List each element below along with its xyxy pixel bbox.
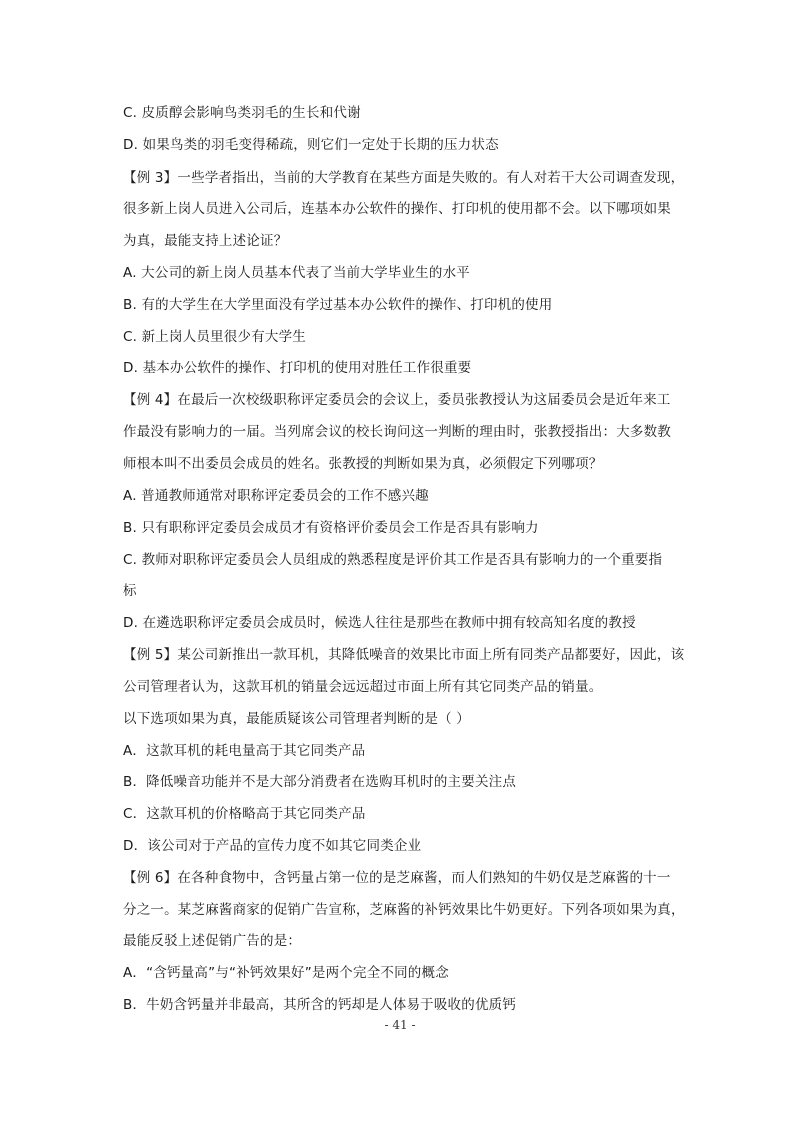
example-6-stem-line2: 分之一。某芝麻酱商家的促销广告宣称，芝麻酱的补钙效果比牛奶更好。下列各项如果为真，: [123, 902, 685, 918]
example-6-option-a: A．“含钙量高”与“补钙效果好”是两个完全不同的概念: [123, 965, 449, 981]
example-3-option-a: A. 大公司的新上岗人员基本代表了当前大学毕业生的水平: [123, 265, 470, 281]
example-4-option-c-line1: C. 教师对职称评定委员会人员组成的熟悉程度是评价其工作是否具有影响力的一个重要指: [123, 552, 663, 568]
example-5-option-b: B．降低噪音功能并不是大部分消费者在选购耳机时的主要关注点: [123, 774, 517, 790]
example-4-option-d: D. 在遴选职称评定委员会成员时，候选人往往是那些在教师中拥有较高知名度的教授: [123, 615, 636, 631]
example-4-stem-line3: 师根本叫不出委员会成员的姓名。张教授的判断如果为真，必须假定下列哪项？: [123, 456, 603, 472]
example-5-stem-line2: 公司管理者认为，这款耳机的销量会远远超过市面上所有其它同类产品的销量。: [123, 679, 603, 695]
example-3-option-c: C. 新上岗人员里很少有大学生: [123, 329, 307, 345]
example-4-stem-line1: 【例 4】在最后一次校级职称评定委员会的会议上，委员张教授认为这届委员会是近年来工: [123, 392, 671, 408]
example-6-stem-line3: 最能反驳上述促销广告的是：: [123, 933, 302, 949]
example-5-question: 以下选项如果为真，最能质疑该公司管理者判断的是（ ）: [123, 711, 470, 727]
example-3-option-d: D. 基本办公软件的操作、打印机的使用对胜任工作很重要: [123, 360, 472, 376]
example-4-option-b: B. 只有职称评定委员会成员才有资格评价委员会工作是否具有影响力: [123, 520, 539, 536]
example-4-option-a: A. 普通教师通常对职称评定委员会的工作不感兴趣: [123, 488, 429, 504]
option-c-ex2: C. 皮质醇会影响鸟类羽毛的生长和代谢: [123, 105, 361, 121]
example-5-option-c: C．这款耳机的价格略高于其它同类产品: [123, 806, 366, 822]
example-5-option-a: A．这款耳机的耗电量高于其它同类产品: [123, 743, 366, 759]
option-d-ex2: D. 如果鸟类的羽毛变得稀疏，则它们一定处于长期的压力状态: [123, 137, 499, 153]
example-6-option-b: B．牛奶含钙量并非最高，其所含的钙却是人体易于吸收的优质钙: [123, 997, 517, 1013]
example-3-stem-line3: 为真，最能支持上述论证？: [123, 233, 288, 249]
example-6-stem-line1: 【例 6】在各种食物中，含钙量占第一位的是芝麻酱，而人们熟知的牛奶仅是芝麻酱的十一: [123, 870, 671, 886]
example-4-stem-line2: 作最没有影响力的一届。当列席会议的校长询问这一判断的理由时，张教授指出：大多数教: [123, 424, 671, 440]
example-4-option-c-line2: 标: [123, 583, 137, 599]
page-number: - 41 -: [384, 1018, 416, 1032]
example-3-stem-line1: 【例 3】一些学者指出，当前的大学教育在某些方面是失败的。有人对若干大公司调查发现，: [123, 170, 685, 186]
example-5-stem-line1: 【例 5】某公司新推出一款耳机，其降低噪音的效果比市面上所有同类产品都要好，因此，该: [123, 647, 685, 663]
example-3-option-b: B. 有的大学生在大学里面没有学过基本办公软件的操作、打印机的使用: [123, 297, 553, 313]
example-5-option-d: D．该公司对于产品的宣传力度不如其它同类企业: [123, 838, 422, 854]
example-3-stem-line2: 很多新上岗人员进入公司后，连基本办公软件的操作、打印机的使用都不会。以下哪项如果: [123, 201, 671, 217]
